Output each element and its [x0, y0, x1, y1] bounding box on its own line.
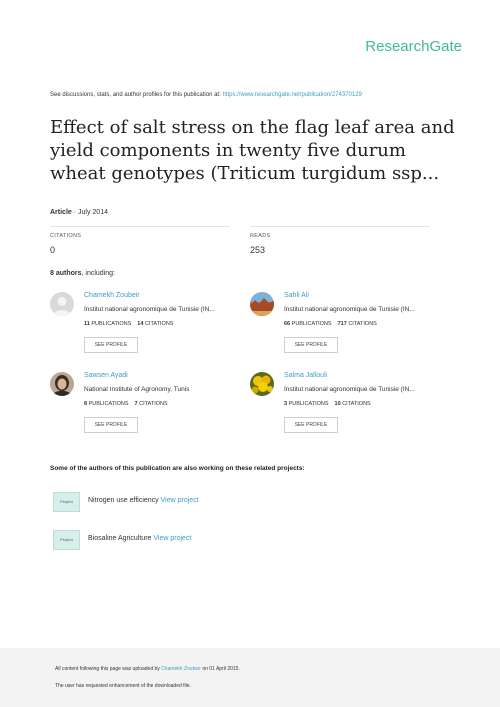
project-item	[53, 492, 373, 512]
citations-divider	[50, 226, 230, 227]
see-profile-button[interactable]: SEE PROFILE	[284, 417, 338, 433]
author-citations-count: 717	[337, 321, 347, 327]
reads-label: READS	[250, 233, 271, 239]
publication-url-link[interactable]: https://www.researchgate.net/publication/274370129	[222, 92, 362, 98]
author-name-link[interactable]: Chamekh Zoubeir	[84, 292, 140, 299]
citations-label: CITATIONS	[50, 233, 82, 239]
author-card	[250, 292, 450, 362]
authors-suffix: , including:	[81, 270, 115, 277]
citations-stat-label: CITATIONS	[348, 321, 377, 327]
citations-stat-label: CITATIONS	[144, 321, 174, 327]
reads-value: 253	[250, 245, 266, 255]
avatar-flower-photo[interactable]	[250, 372, 274, 396]
author-stats	[284, 321, 377, 327]
upload-date: on 01 April 2015.	[200, 666, 240, 672]
publication-type: Article	[50, 209, 72, 216]
reads-divider	[250, 226, 430, 227]
author-stats	[84, 401, 168, 407]
project-title	[88, 497, 199, 504]
author-citations-count: 14	[137, 321, 144, 327]
see-profile-button[interactable]: SEE PROFILE	[84, 337, 138, 353]
citations-stat-label: CITATIONS	[139, 401, 168, 407]
project-name: Nitrogen use efficiency	[88, 497, 161, 504]
authors-heading	[50, 270, 115, 277]
discussion-line	[50, 92, 362, 98]
see-profile-button[interactable]: SEE PROFILE	[284, 337, 338, 353]
author-name-link[interactable]: Sahli Ali	[284, 292, 309, 299]
avatar-desert-photo[interactable]	[250, 292, 274, 316]
author-publications-count: 8	[84, 401, 88, 407]
project-title	[88, 535, 191, 542]
see-profile-button[interactable]: SEE PROFILE	[84, 417, 138, 433]
researchgate-logo[interactable]: ResearchGate	[365, 38, 462, 55]
avatar-person-photo[interactable]	[50, 372, 74, 396]
enhancement-note: The user has requested enhancement of the downloaded file.	[55, 683, 191, 689]
avatar-placeholder-icon[interactable]	[50, 292, 74, 316]
author-name-link[interactable]: Sawsen Ayadi	[84, 372, 128, 379]
author-card	[250, 372, 450, 442]
footer	[0, 648, 500, 707]
project-thumbnail-icon[interactable]: Project	[53, 530, 80, 550]
publication-meta	[50, 209, 108, 216]
citations-stat-label: CITATIONS	[342, 401, 371, 407]
project-item	[53, 530, 373, 550]
discussion-text: See discussions, stats, and author profiles for this publication at:	[50, 92, 223, 98]
author-publications-count: 3	[284, 401, 288, 407]
publication-date: · July 2014	[71, 209, 108, 216]
author-institution: National Institute of Agronomy, Tunis	[84, 386, 190, 393]
view-project-link[interactable]: View project	[160, 497, 199, 504]
author-stats	[84, 321, 173, 327]
publications-label: PUBLICATIONS	[88, 401, 129, 407]
upload-prefix: All content following this page was uploaded by	[55, 666, 162, 672]
author-institution: Institut national agronomique de Tunisie (IN...	[284, 386, 415, 393]
publications-label: PUBLICATIONS	[91, 321, 132, 327]
author-citations-count: 10	[334, 401, 341, 407]
view-project-link[interactable]: View project	[153, 535, 192, 542]
uploader-link[interactable]: Chamekh Zoubeir	[161, 666, 201, 672]
author-name-link[interactable]: Salma Jallouli	[284, 372, 328, 379]
publications-label: PUBLICATIONS	[291, 321, 332, 327]
author-publications-count: 11	[84, 321, 90, 327]
author-institution: Institut national agronomique de Tunisie (IN...	[84, 306, 215, 313]
author-publications-count: 66	[284, 321, 291, 327]
project-thumbnail-icon[interactable]: Project	[53, 492, 80, 512]
citations-value: 0	[50, 245, 56, 255]
publication-title: Effect of salt stress on the flag leaf area and yield components in twenty five durum wheat genotypes (Triticum turgidum ssp...	[50, 117, 455, 184]
authors-count: 8 authors	[50, 270, 82, 277]
project-name: Biosaline Agriculture	[88, 535, 154, 542]
author-card	[50, 372, 250, 442]
publications-label: PUBLICATIONS	[288, 401, 329, 407]
author-card	[50, 292, 250, 362]
projects-heading: Some of the authors of this publication are also working on these related projects:	[50, 465, 305, 472]
author-stats	[284, 401, 371, 407]
author-institution: Institut national agronomique de Tunisie (IN...	[284, 306, 415, 313]
author-citations-count: 7	[134, 401, 138, 407]
upload-note	[55, 666, 240, 672]
